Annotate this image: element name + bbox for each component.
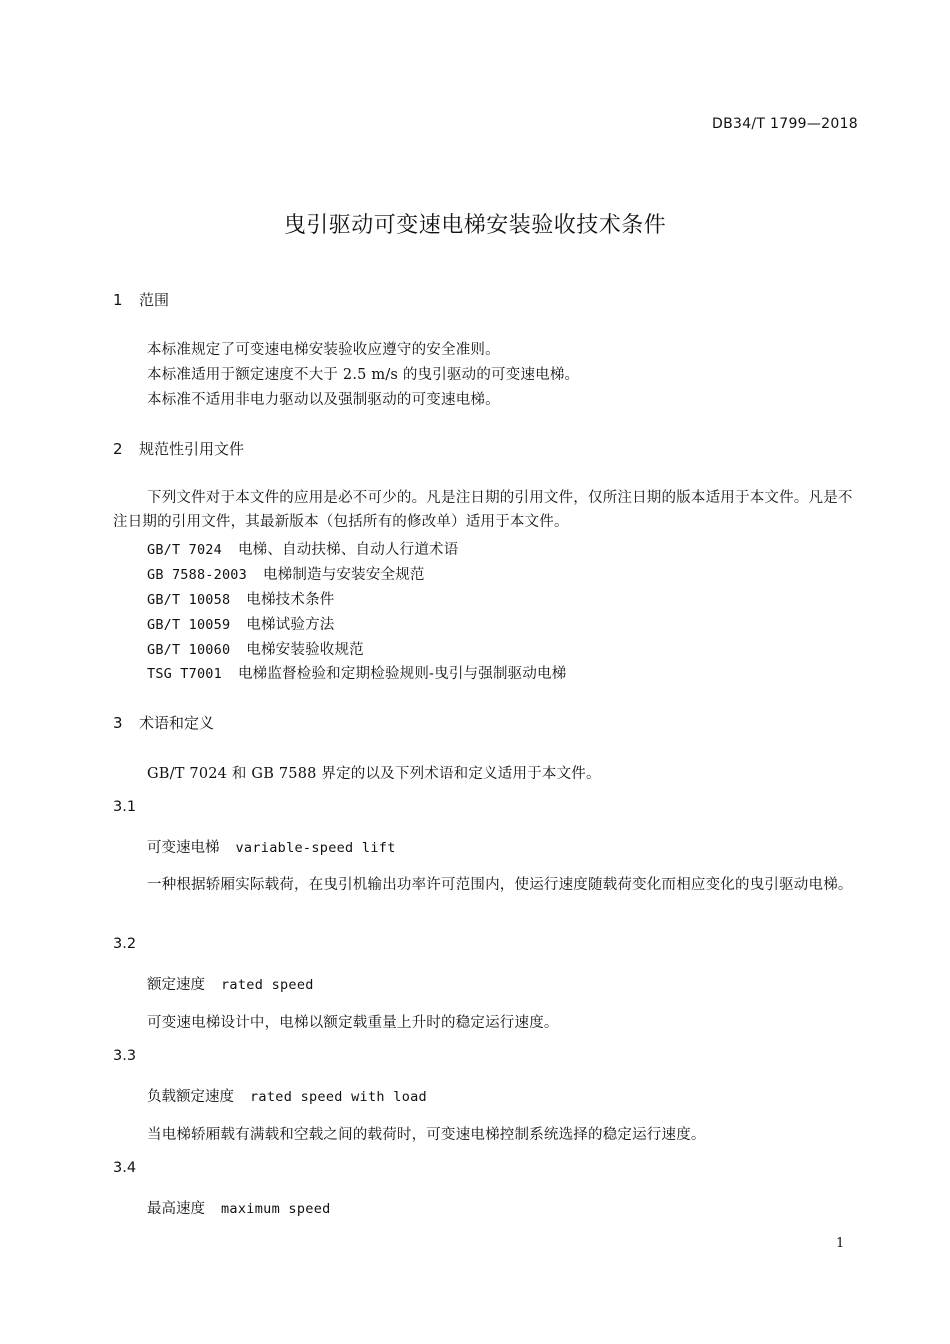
reference-item (147, 588, 334, 609)
reference-item (147, 638, 364, 659)
term-heading (147, 1197, 331, 1218)
reference-title: 电梯安装验收规范 (246, 642, 364, 658)
section-number: 1 (113, 291, 123, 309)
term-zh: 可变速电梯 (147, 840, 220, 856)
section-heading-terms-definitions (113, 712, 214, 733)
clause-number: 3.3 (113, 1048, 137, 1064)
paragraph: GB/T 7024 和 GB 7588 界定的以及下列术语和定义适用于本文件。 (147, 766, 601, 782)
paragraph: 本标准不适用非电力驱动以及强制驱动的可变速电梯。 (147, 392, 500, 408)
term-en: rated speed (221, 977, 314, 993)
reference-code: GB/T 7024 (147, 542, 222, 558)
reference-item (147, 563, 425, 584)
reference-code: GB/T 10058 (147, 592, 231, 608)
term-zh: 最高速度 (147, 1201, 205, 1217)
section-number: 3 (113, 714, 123, 732)
reference-title: 电梯监督检验和定期检验规则-曳引与强制驱动电梯 (237, 666, 567, 682)
reference-item (147, 613, 334, 634)
page-number: 1 (836, 1236, 845, 1251)
paragraph: 本标准适用于额定速度不大于 2.5 m/s 的曳引驱动的可变速电梯。 (147, 367, 580, 383)
reference-title: 电梯试验方法 (246, 617, 335, 633)
reference-code: GB 7588-2003 (147, 567, 247, 583)
term-zh: 额定速度 (147, 977, 205, 993)
section-title: 规范性引用文件 (139, 440, 245, 458)
term-heading (147, 1085, 427, 1106)
section-heading-normative-references (113, 438, 244, 459)
term-definition: 当电梯轿厢载有满载和空载之间的载荷时，可变速电梯控制系统选择的稳定运行速度。 (147, 1127, 706, 1143)
reference-title: 电梯技术条件 (246, 592, 335, 608)
clause-number: 3.2 (113, 936, 137, 952)
paragraph: 下列文件对于本文件的应用是必不可少的。凡是注日期的引用文件，仅所注日期的版本适用于本文件。凡是不注日期的引用文件，其最新版本（包括所有的修改单）适用于本文件。 (113, 490, 853, 530)
clause-number: 3.4 (113, 1160, 137, 1176)
term-heading (147, 836, 396, 857)
term-definition: 一种根据轿厢实际载荷，在曳引机输出功率许可范围内，使运行速度随载荷变化而相应变化的曳引驱动电梯。 (147, 877, 853, 893)
reference-code: GB/T 10060 (147, 642, 231, 658)
term-en: variable-speed lift (235, 840, 396, 856)
section-title: 术语和定义 (139, 714, 215, 732)
section-number: 2 (113, 440, 123, 458)
term-zh: 负载额定速度 (147, 1089, 234, 1105)
reference-code: GB/T 10059 (147, 617, 231, 633)
reference-title: 电梯、自动扶梯、自动人行道术语 (237, 542, 459, 558)
section-heading-scope (113, 289, 169, 310)
term-definition: 可变速电梯设计中，电梯以额定载重量上升时的稳定运行速度。 (147, 1015, 559, 1031)
term-en: rated speed with load (250, 1089, 427, 1105)
reference-item (147, 662, 566, 683)
reference-title: 电梯制造与安装安全规范 (262, 567, 425, 583)
term-heading (147, 973, 314, 994)
section-title: 范围 (139, 291, 170, 309)
document-id: DB34/T 1799—2018 (712, 116, 858, 132)
document-title: 曳引驱动可变速电梯安装验收技术条件 (283, 213, 667, 238)
term-en: maximum speed (221, 1201, 331, 1217)
reference-code: TSG T7001 (147, 666, 222, 682)
reference-item (147, 538, 458, 559)
clause-number: 3.1 (113, 799, 137, 815)
paragraph: 本标准规定了可变速电梯安装验收应遵守的安全准则。 (147, 342, 500, 358)
